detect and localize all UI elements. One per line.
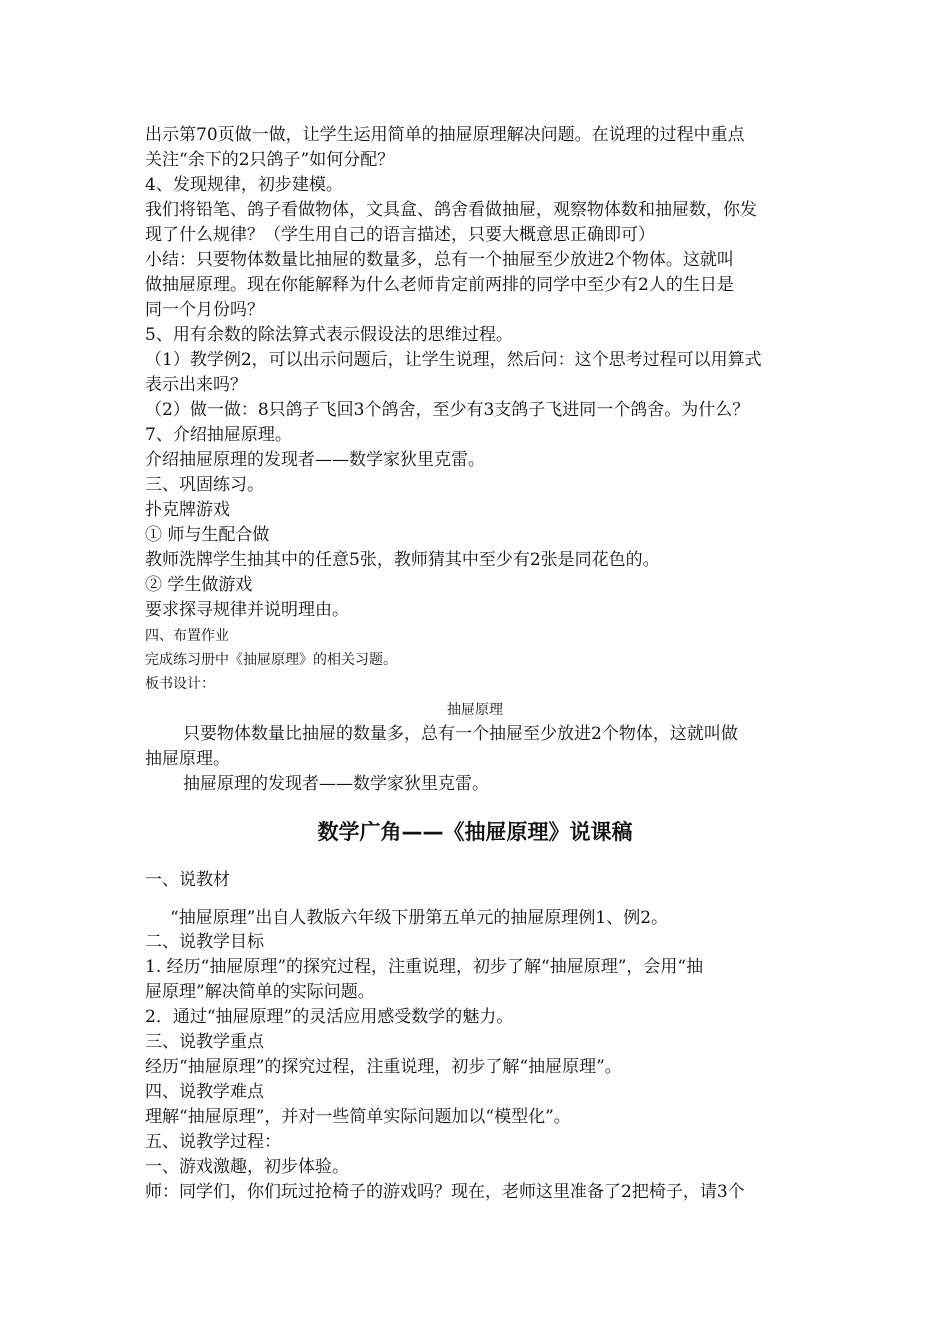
text-line: （2）做一做：8只鸽子飞回3个鸽舍，至少有3支鸽子飞进同一个鸽舍。为什么？	[145, 400, 750, 420]
text-line: 经历“抽屉原理”的探究过程，注重说理，初步了解“抽屉原理”。	[145, 1057, 622, 1077]
text-line: 屉原理”解决简单的实际问题。	[145, 982, 375, 1002]
text-line: 关注“余下的2只鸽子”如何分配？	[145, 150, 395, 170]
text-line: 1. 经历“抽屉原理”的探究过程，注重说理，初步了解“抽屉原理”，会用“抽	[145, 957, 704, 977]
text-line: 我们将铅笔、鸽子看做物体，文具盒、鸽舍看做抽屉，观察物体数和抽屉数，你发	[145, 200, 757, 220]
text-line: 小结：只要物体数量比抽屉的数量多，总有一个抽屉至少放进2个物体。这就叫	[145, 250, 734, 270]
text-line: 完成练习册中《抽屉原理》的相关习题。	[145, 652, 397, 668]
text-line: 理解“抽屉原理”，并对一些简单实际问题加以“模型化”。	[145, 1107, 571, 1127]
text-line: 表示出来吗？	[145, 375, 247, 395]
text-line: 板书设计：	[145, 676, 215, 692]
text-line: 做抽屉原理。现在你能解释为什么老师肯定前两排的同学中至少有2人的生日是	[145, 275, 734, 295]
text-line: 一、游戏激趣，初步体验。	[145, 1157, 349, 1177]
text-line: 四、说教学难点	[145, 1082, 264, 1102]
text-line: 7、介绍抽屉原理。	[145, 425, 292, 445]
board-subtitle: 抽屉原理	[447, 702, 503, 718]
text-line: ① 师与生配合做	[145, 525, 270, 545]
text-line: （1）教学例2，可以出示问题后，让学生说理，然后问：这个思考过程可以用算式	[145, 350, 762, 370]
text-line: 4、发现规律，初步建模。	[145, 175, 343, 195]
text-line: 只要物体数量比抽屉的数量多，总有一个抽屉至少放进2个物体，这就叫做	[183, 724, 738, 744]
text-line: 师：同学们，你们玩过抢椅子的游戏吗？现在，老师这里准备了2把椅子，请3个	[145, 1182, 745, 1202]
text-line: ② 学生做游戏	[145, 575, 253, 595]
section-title: 数学广角——《抽屉原理》说课稿	[317, 820, 633, 844]
text-line: 出示第70页做一做，让学生运用简单的抽屉原理解决问题。在说理的过程中重点	[145, 125, 745, 145]
text-line: 要求探寻规律并说明理由。	[145, 600, 349, 620]
text-line: 扑克牌游戏	[145, 500, 230, 520]
text-line: 抽屉原理的发现者——数学家狄里克雷。	[183, 774, 489, 794]
text-line: “抽屉原理”出自人教版六年级下册第五单元的抽屉原理例1、例2。	[170, 908, 669, 928]
text-line: 教师洗牌学生抽其中的任意5张，教师猜其中至少有2张是同花色的。	[145, 550, 660, 570]
text-line: 五、说教学过程：	[145, 1132, 281, 1152]
text-line: 三、巩固练习。	[145, 475, 264, 495]
text-line: 5、用有余数的除法算式表示假设法的思维过程。	[145, 325, 513, 345]
text-line: 现了什么规律？（学生用自己的语言描述，只要大概意思正确即可）	[145, 225, 655, 245]
text-line: 抽屉原理。	[145, 749, 230, 769]
text-line: 一、说教材	[145, 870, 230, 890]
text-line: 介绍抽屉原理的发现者——数学家狄里克雷。	[145, 450, 485, 470]
text-line: 二、说教学目标	[145, 932, 264, 952]
text-line: 四、布置作业	[145, 628, 229, 644]
text-line: 同一个月份吗？	[145, 300, 264, 320]
text-line: 三、说教学重点	[145, 1032, 264, 1052]
text-line: 2．通过“抽屉原理”的灵活应用感受数学的魅力。	[145, 1007, 514, 1027]
